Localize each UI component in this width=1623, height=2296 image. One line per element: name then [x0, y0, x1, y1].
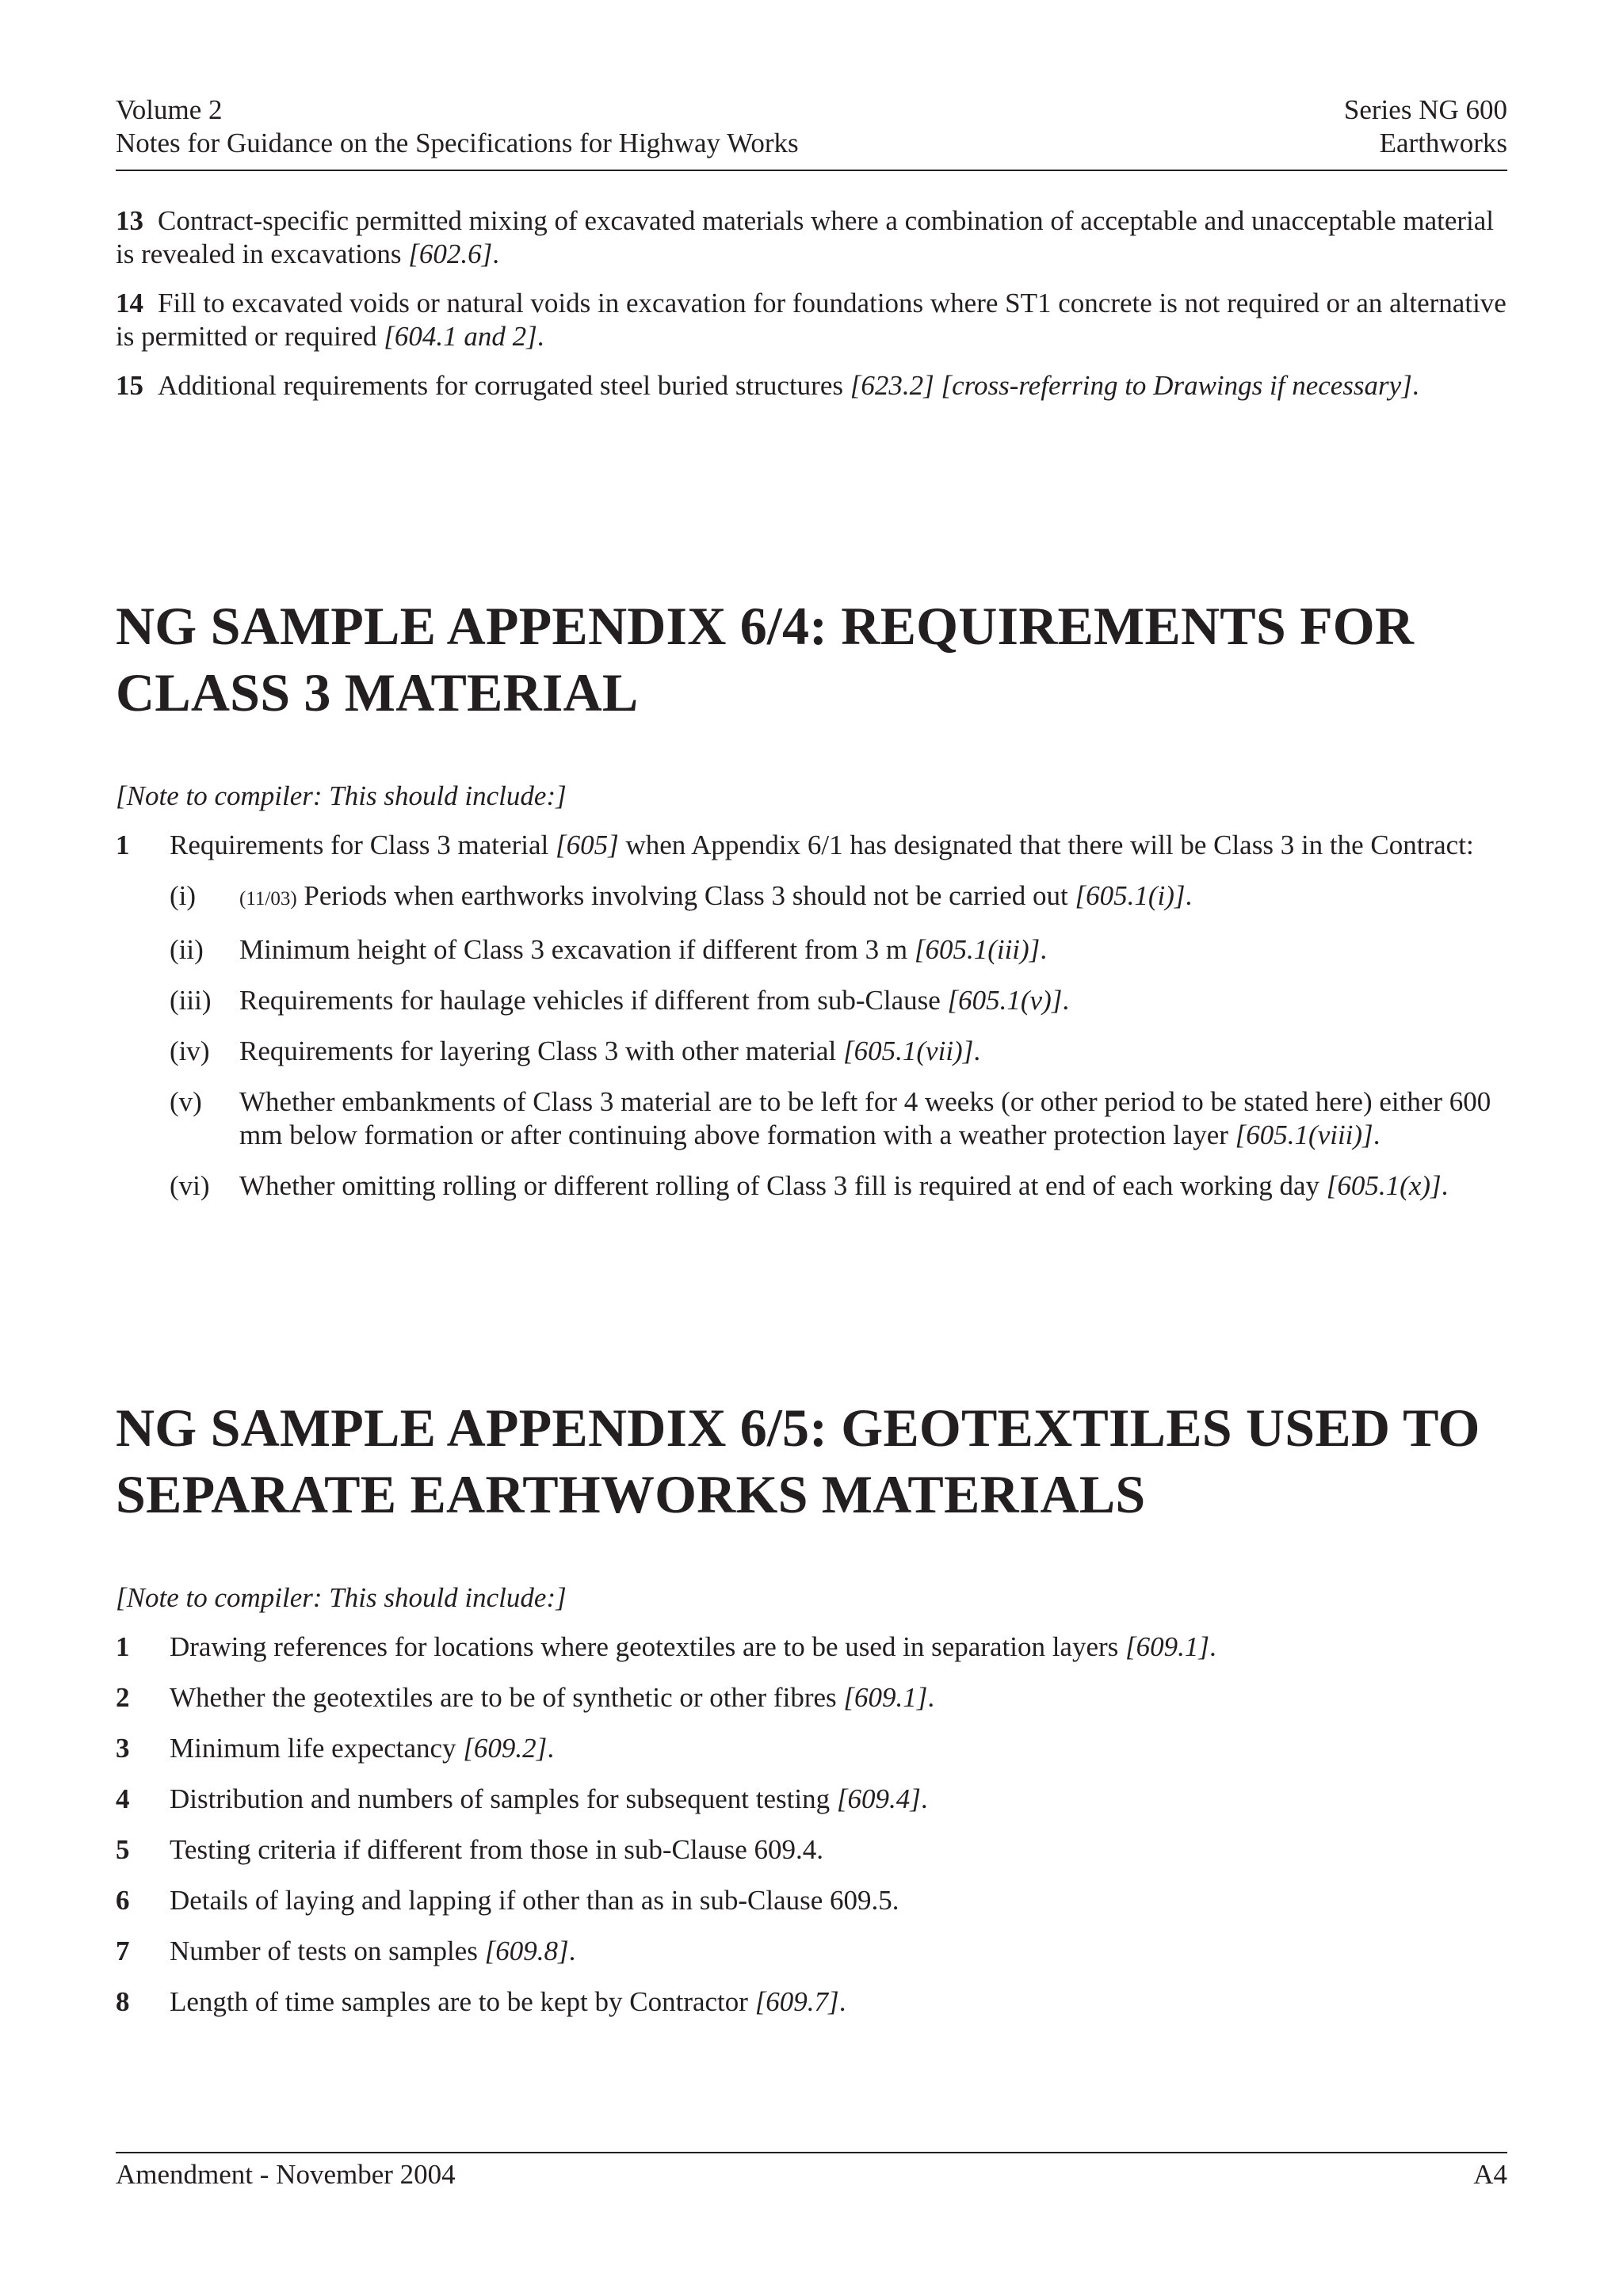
footer-amendment: Amendment - November 2004: [116, 2159, 456, 2190]
sub-item: (ii) Minimum height of Class 3 excavation if different from 3 m [605.1(iii)].: [170, 934, 1048, 965]
compiler-note: [Note to compiler: This should include:]: [116, 1582, 567, 1613]
top-item-list: [116, 204, 1507, 402]
header-document-title: Notes for Guidance on the Specifications for Highway Works: [116, 128, 799, 158]
list-item: 14 Fill to excavated voids or natural voids in excavation for foundations where ST1 concrete is not required or an alternative is permitted or required [604.1 and 2].: [116, 288, 1507, 352]
list-item: 6 Details of laying and lapping if other than as in sub-Clause 609.5.: [116, 1885, 899, 1916]
list-item: 7 Number of tests on samples [609.8].: [116, 1936, 576, 1966]
sub-item: (v) Whether embankments of Class 3 material are to be left for 4 weeks (or other period to be stated here) either 600 mm below formation or after continuing above formation with a weather protection layer [605.1(viii)].: [170, 1086, 1491, 1150]
list-item: 4 Distribution and numbers of samples for subsequent testing [609.4].: [116, 1783, 928, 1814]
list-item: 8 Length of time samples are to be kept by Contractor [609.7].: [116, 1986, 846, 2017]
header-volume: Volume 2: [116, 94, 223, 125]
header-section: Earthworks: [1379, 128, 1507, 158]
page-number: A4: [1473, 2159, 1507, 2190]
list-item: 15 Additional requirements for corrugated steel buried structures [623.2] [cross-referring to Drawings if necessary].: [116, 370, 1419, 401]
sub-item: (iii) Requirements for haulage vehicles if different from sub-Clause [605.1(v)].: [170, 985, 1070, 1016]
list-item: 5 Testing criteria if different from those in sub-Clause 609.4.: [116, 1834, 824, 1865]
document-page: [116, 0, 1507, 2296]
list-item: 2 Whether the geotextiles are to be of synthetic or other fibres [609.1].: [116, 1682, 935, 1713]
amendment-mark: (11/03): [239, 888, 297, 910]
compiler-note: [Note to compiler: This should include:]: [116, 780, 567, 811]
page-footer: [116, 2152, 1507, 2191]
list-item: 1 Drawing references for locations where geotextiles are to be used in separation layers [609.1].: [116, 1631, 1216, 1662]
header-series: Series NG 600: [1343, 94, 1507, 125]
sub-item: (iv) Requirements for layering Class 3 with other material [605.1(vii)].: [170, 1035, 981, 1066]
appendix-6-5-heading: NG SAMPLE APPENDIX 6/5: GEOTEXTILES USED TO SEPARATE EARTHWORKS MATERIALS: [116, 1398, 1480, 1524]
appendix-6-4-section: [116, 593, 1507, 1203]
page-header: [116, 93, 1507, 171]
sub-item: (i) (11/03) Periods when earthworks involving Class 3 should not be carried out [605.1(i)].: [170, 880, 1193, 911]
list-item: 13 Contract-specific permitted mixing of excavated materials where a combination of acceptable and unacceptable material is revealed in excavations [602.6].: [116, 205, 1495, 269]
appendix-6-4-heading: NG SAMPLE APPENDIX 6/4: REQUIREMENTS FOR CLASS 3 MATERIAL: [116, 596, 1415, 723]
list-item: 1 Requirements for Class 3 material [605] when Appendix 6/1 has designated that there will be Class 3 in the Contract:: [116, 830, 1474, 860]
appendix-6-5-section: [116, 1394, 1507, 2019]
sub-item: (vi) Whether omitting rolling or different rolling of Class 3 fill is required at end of each working day [605.1(x)].: [170, 1170, 1449, 1201]
list-item: 3 Minimum life expectancy [609.2].: [116, 1733, 555, 1764]
